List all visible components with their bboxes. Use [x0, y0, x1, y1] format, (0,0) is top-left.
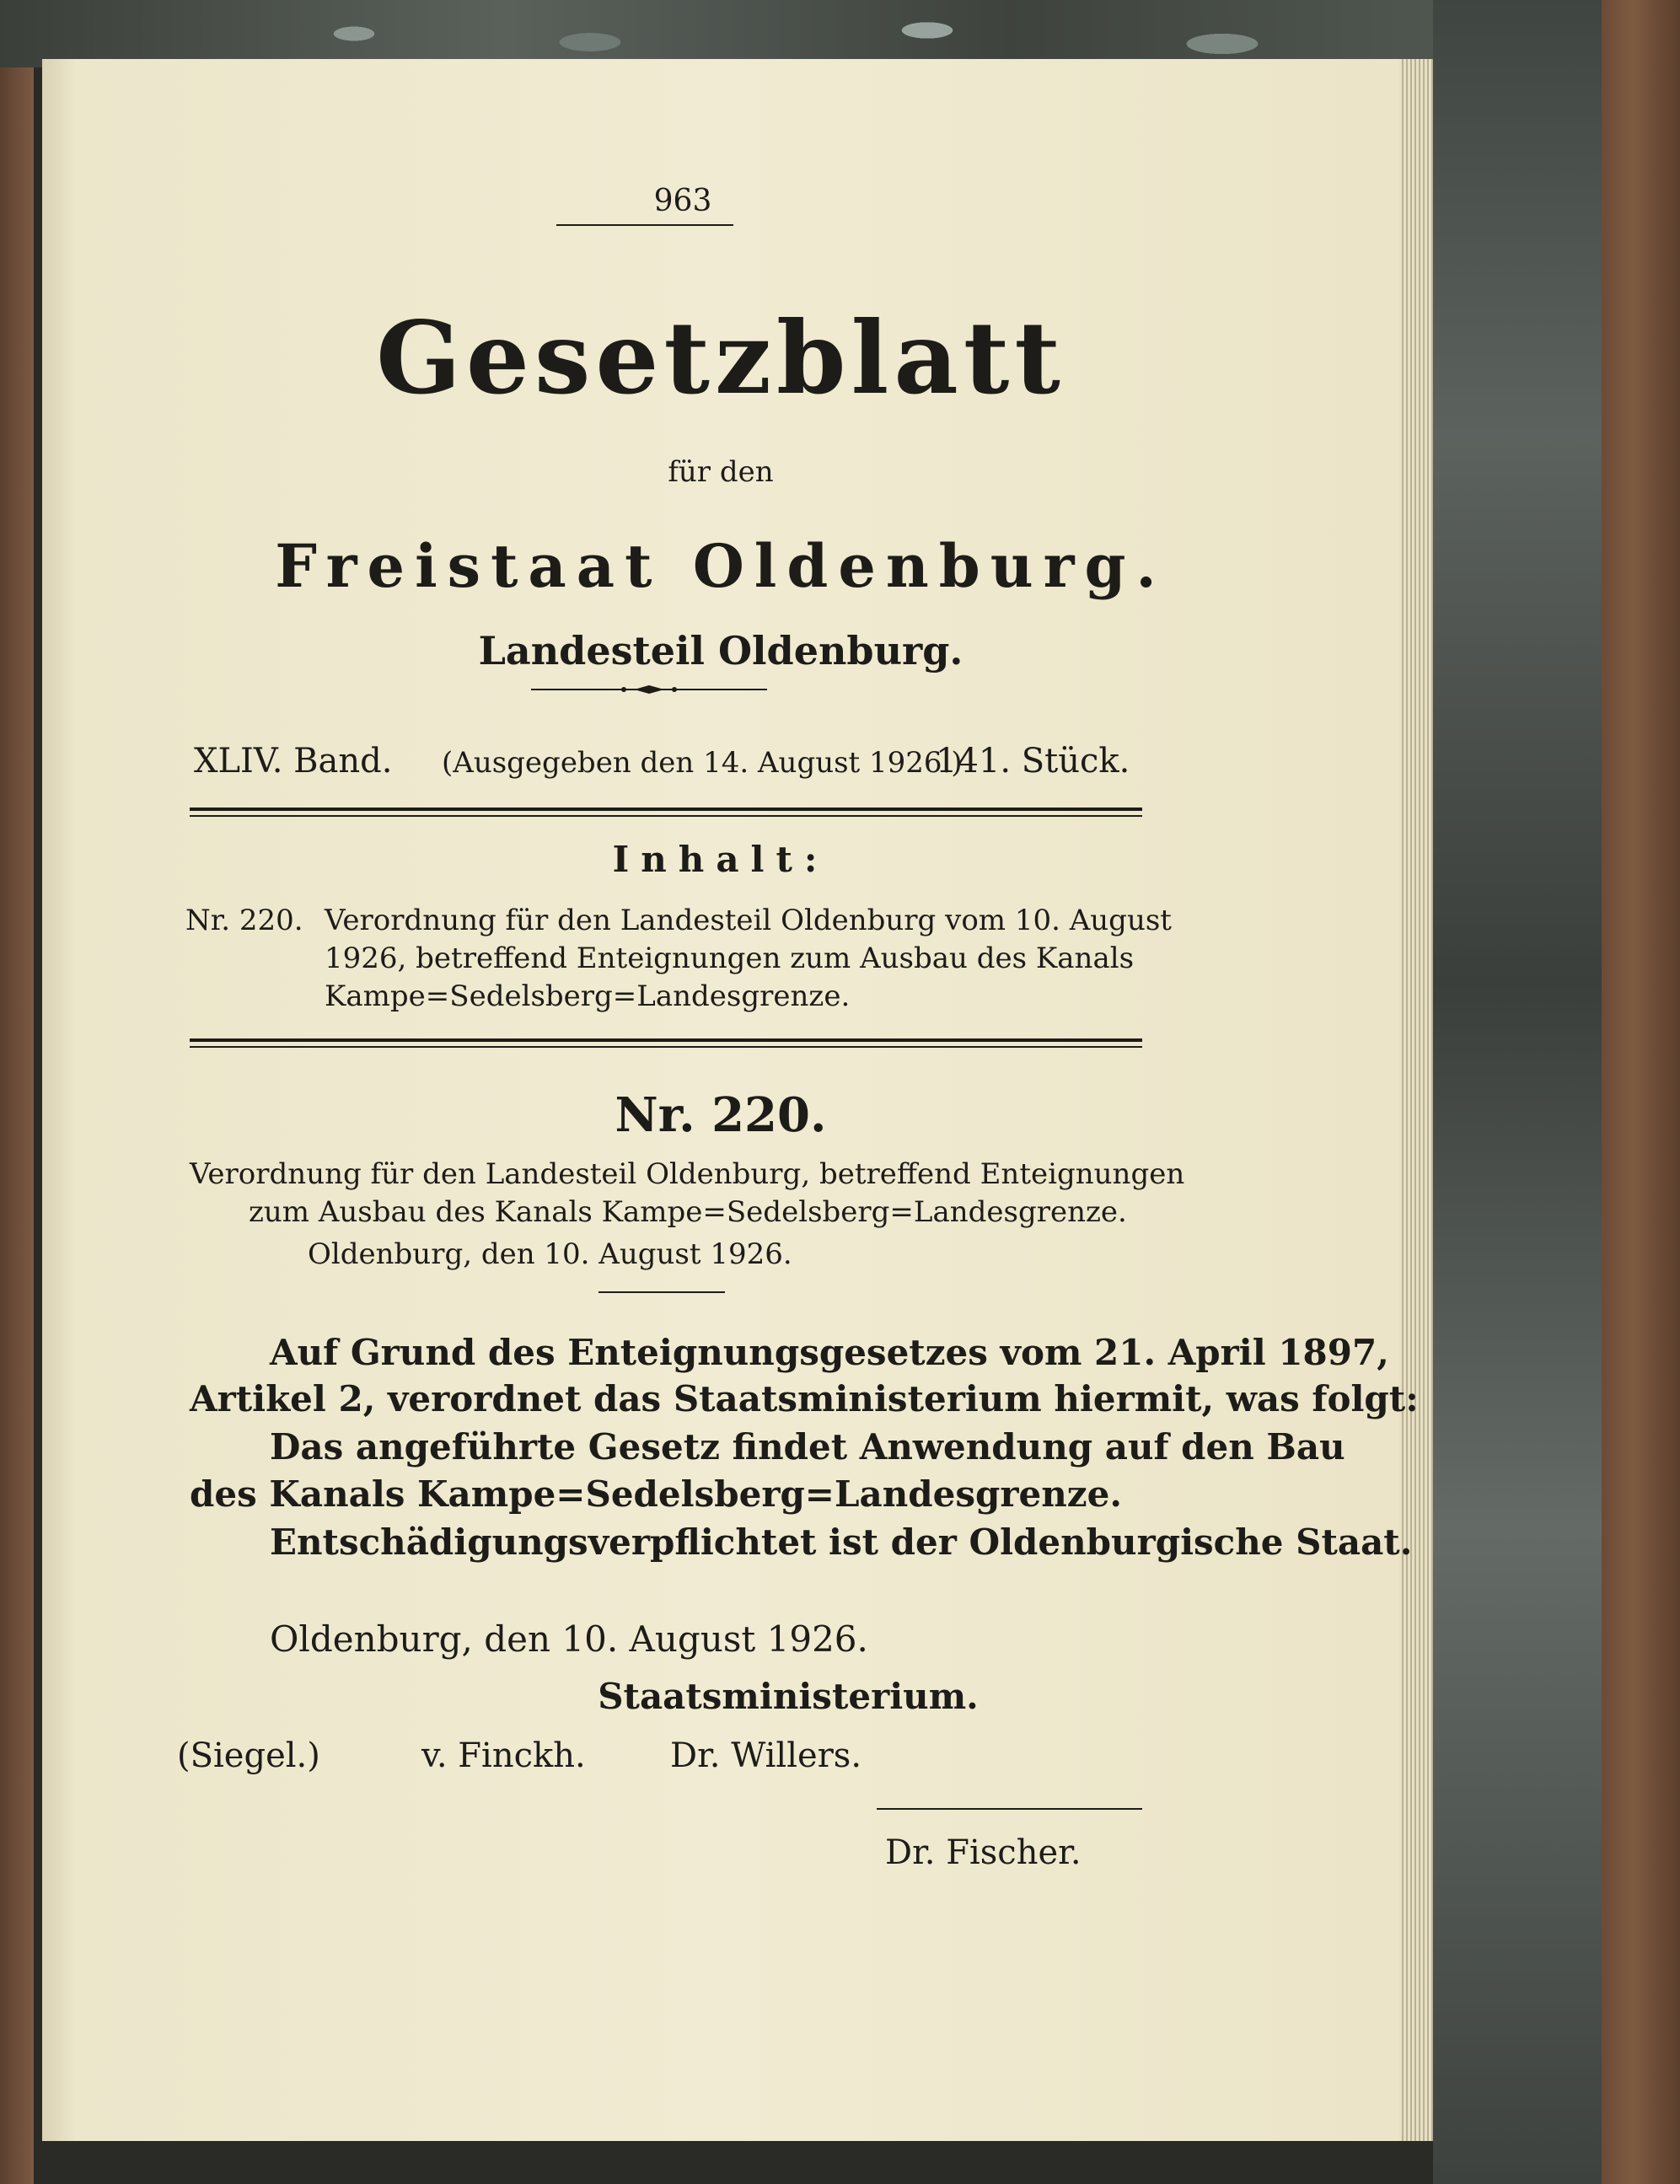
contents-entry-number: Nr. 220. [185, 904, 303, 937]
body-line: des Kanals Kampe=Sedelsberg=Landesgrenze. [190, 1473, 1122, 1515]
body-line: Das angeführte Gesetz findet Anwendung auf den Bau [270, 1426, 1345, 1468]
marbled-endpaper-top [0, 0, 1680, 67]
decree-number: Nr. 220. [615, 1087, 827, 1143]
signing-body: Staatsministerium. [598, 1676, 979, 1717]
signature-place-date: Oldenburg, den 10. August 1926. [270, 1618, 868, 1660]
document-title: Gesetzblatt [376, 299, 1065, 416]
book-cover-left [0, 0, 34, 2184]
page-number-rule [556, 224, 733, 226]
ornament-divider [531, 684, 767, 695]
body-line: Entschädigungsverpflichtet ist der Oldenburgische Staat. [270, 1521, 1413, 1563]
signatory: v. Finckh. [421, 1736, 586, 1775]
book-cover-edge [1602, 0, 1680, 2184]
seal-note: (Siegel.) [177, 1736, 320, 1775]
contents-heading: Inhalt: [612, 839, 829, 880]
decree-rule [598, 1291, 725, 1293]
contents-rule-thin [190, 1046, 1142, 1048]
contents-entry-line: 1926, betreffend Enteignungen zum Ausbau des Kanals [325, 942, 1135, 975]
page-number: 963 [653, 184, 712, 218]
issue-date: (Ausgegeben den 14. August 1926.) [442, 746, 963, 780]
contents-rule-thick [190, 1038, 1142, 1042]
issue-volume: XLIV. Band. [194, 742, 393, 781]
header-rule-thick [190, 808, 1142, 811]
document-subtitle: für den [668, 455, 774, 489]
region-name: Landesteil Oldenburg. [478, 628, 963, 673]
contents-entry-line: Verordnung für den Landesteil Oldenburg vom 10. August [325, 904, 1172, 937]
header-rule-thin [190, 815, 1142, 817]
state-name: Freistaat Oldenburg. [275, 531, 1167, 601]
decree-title-line: zum Ausbau des Kanals Kampe=Sedelsberg=Landesgrenze. [249, 1195, 1127, 1229]
decree-place-date: Oldenburg, den 10. August 1926. [308, 1237, 792, 1271]
document-page [42, 59, 1419, 2141]
countersign-rule [877, 1808, 1142, 1810]
signatory: Dr. Willers. [670, 1736, 862, 1775]
decree-title-line: Verordnung für den Landesteil Oldenburg, betreffend Enteignungen [190, 1157, 1185, 1191]
contents-entry-line: Kampe=Sedelsberg=Landesgrenze. [325, 979, 851, 1013]
issue-number: 141. Stück. [936, 742, 1130, 781]
body-line: Auf Grund des Enteignungsgesetzes vom 21. April 1897, [270, 1332, 1389, 1373]
body-line: Artikel 2, verordnet das Staatsministerium hiermit, was folgt: [190, 1378, 1419, 1419]
countersignatory: Dr. Fischer. [885, 1833, 1082, 1872]
